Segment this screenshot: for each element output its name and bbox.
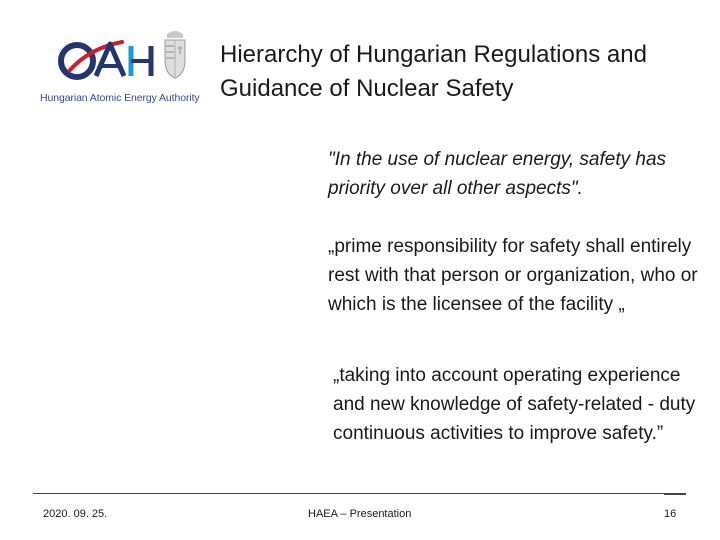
page-number: 16 bbox=[664, 508, 677, 520]
footer-divider bbox=[33, 493, 686, 494]
haea-logo bbox=[30, 28, 210, 110]
footer-presentation-label: HAEA – Presentation bbox=[308, 508, 412, 520]
logo-caption: Hungarian Atomic Energy Authority bbox=[40, 92, 200, 104]
quote-continuous-improvement: „taking into account operating experience and new knowledge of safety-related - duty continuous activities to improve safety.” bbox=[333, 365, 696, 444]
quote-prime-responsibility: „prime responsibility for safety shall entirely rest with that person or organization, who or which is the licensee of the facility „ bbox=[328, 236, 698, 315]
quote-safety-priority: "In the use of nuclear energy, safety has priority over all other aspects". bbox=[328, 149, 667, 199]
footer-date: 2020. 09. 25. bbox=[43, 508, 108, 520]
slide-title: Hierarchy of Hungarian Regulations and Guidance of Nuclear Safety bbox=[220, 41, 647, 102]
coat-of-arms-icon bbox=[165, 31, 185, 78]
oah-logo-icon bbox=[30, 28, 210, 90]
footer-divider-tick bbox=[664, 494, 686, 495]
